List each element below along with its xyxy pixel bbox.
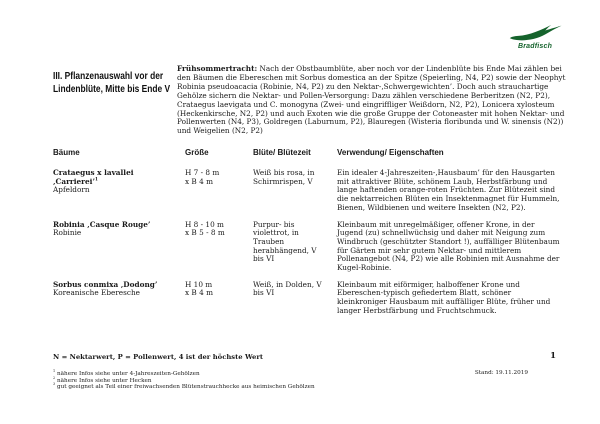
footnote-text: nähere Infos siehe unter Hecken [56, 377, 152, 384]
footnote-marker: 2 [53, 375, 56, 380]
column-header-groesse: Größe [185, 148, 209, 157]
swoosh-leaf-icon [507, 24, 563, 43]
table-header-row [53, 148, 568, 157]
plant-bloom-cell: Weiß, in Dolden, V bis VI [253, 279, 322, 298]
table-row [53, 221, 568, 273]
plant-botanical-name: Robinia ‚Casque Rouge’ [53, 219, 151, 229]
plant-botanical-name: Crataegus x lavallei ‚Carrierei’ [53, 168, 134, 186]
page-title-line2: Lindenblüte, Mitte bis Ende V [53, 82, 171, 95]
intro-paragraph [177, 65, 567, 136]
page-number: 1 [550, 351, 556, 361]
footnote-reference: 1 [94, 177, 99, 183]
brand-name: Bradfisch [517, 43, 553, 50]
footnote-text: nähere Infos siehe unter 4-Jahreszeiten-Gehölzen [56, 371, 200, 377]
footnote-text: gut geeignet als Teil einer freiwachsenden Blütenstrauchhecke aus heimischen Gehölzen [56, 384, 315, 391]
brand-logo [506, 24, 564, 50]
page-title-line1: III. Pflanzenauswahl vor der [53, 70, 164, 82]
plant-common-name: Robinie [53, 228, 82, 238]
column-header-baeume: Bäume [53, 148, 80, 157]
plant-width: x B 5 - 8 m [185, 228, 225, 238]
intro-text: Nach der Obstbaumblüte, aber noch vor der Lindenblüte bis Ende Mai zählen bei den Bäumen die Ebereschen mit Sorbus domestica an der Spitze (Speierling, N4, P2) sowie der Neophyt Robinia pseudoacacia (Robinie, N4, P2) zu den Nektar-‚Schwergewichten’. Doch auch strauchartige Gehölze sichern die Nektar- und Pollen-Versorgung: Dazu zählen verschiedene Berberitzen (N2, P2), Crataegus laevigata und C. monogyna (Zwei- und eingriffliger Weißdorn, N2, P2), Lonicera xylosteum (Heckenkirsche, N2, P2) und auch Exoten wie die große Gruppe der Cotoneaster mit hohen Nektar- und Pollenwerten (N4, P3), Goldregen (Laburnum, P2), Blauregen (Wisteria floribunda und W. sinensis (N2)) und Weigelien (N2, P2) [177, 64, 566, 136]
plant-height: H 10 m [185, 279, 213, 289]
plant-height: H 7 - 8 m [185, 168, 220, 177]
plant-size-cell [185, 281, 253, 316]
plant-width: x B 4 m [185, 288, 213, 298]
plant-size-cell [185, 169, 253, 213]
plant-name-cell [53, 221, 185, 273]
table-body [53, 169, 568, 316]
intro-label: Frühsommertracht: [177, 64, 258, 73]
page-title [53, 70, 170, 95]
plant-common-name: Apfeldorn [53, 185, 90, 195]
plant-use-cell: Kleinbaum mit eiförmiger, halboffener Krone und Ebereschen-typisch gefiedertem Blatt, schöner kleinkroniger Hausbaum mit auffälliger Blüte, früher und langer Herbstfärbung und Fruchtschmuck. [337, 279, 551, 315]
footnotes [53, 371, 315, 391]
footnote-marker: 1 [53, 369, 56, 374]
column-header-bluete: Blüte/ Blütezeit [253, 148, 311, 157]
plant-name-cell [53, 281, 185, 316]
footnote-item [53, 371, 315, 378]
footnote-marker: 3 [53, 382, 56, 387]
date-stamp: Stand: 19.11.2019 [474, 370, 528, 376]
table-row [53, 281, 568, 316]
column-header-verwendung: Verwendung/ Eigenschaften [337, 148, 444, 157]
footnote-item [53, 384, 315, 391]
plant-width: x B 4 m [185, 176, 213, 186]
plant-size-cell [185, 221, 253, 273]
table-row [53, 169, 568, 213]
plant-bloom-cell: Purpur- bis violettrot, in Trauben herabhängend, V bis VI [253, 219, 317, 264]
plant-height: H 8 - 10 m [185, 219, 224, 229]
legend-text: N = Nektarwert, P = Pollenwert, 4 ist der höchste Wert [53, 353, 264, 361]
plant-use-cell: Kleinbaum mit unregelmäßiger, offener Krone, in der Jugend (zu) schnellwüchsig und daher mit Neigung zum Windbruch (geschützter Standort !), auffälliger Blütenbaum für Gärten mir sehr gutem Nektar- und mittlerem Pollenangebot (N4, P2) wie alle Robinien mit Ausnahme der Kugel-Robinie. [337, 219, 560, 273]
plant-botanical-name: Sorbus conmixa ‚Dodong’ [53, 279, 158, 289]
plant-name-cell [53, 169, 185, 213]
plant-common-name: Koreanische Eberesche [53, 288, 140, 298]
plant-bloom-cell: Weiß bis rosa, in Schirmrispen, V [253, 168, 315, 186]
plant-table [53, 148, 568, 324]
plant-use-cell: Ein idealer 4-Jahreszeiten-‚Hausbaum’ für den Hausgarten mit attraktiver Blüte, schönem Laub, Herbstfärbung und lange haftenden orange-roten Früchten. Zur Blütezeit sind die nektarreichen Blüten ein Insektenmagnet für Hummeln, Bienen, Wildbienen und weitere Insekten (N2, P2). [337, 168, 560, 212]
